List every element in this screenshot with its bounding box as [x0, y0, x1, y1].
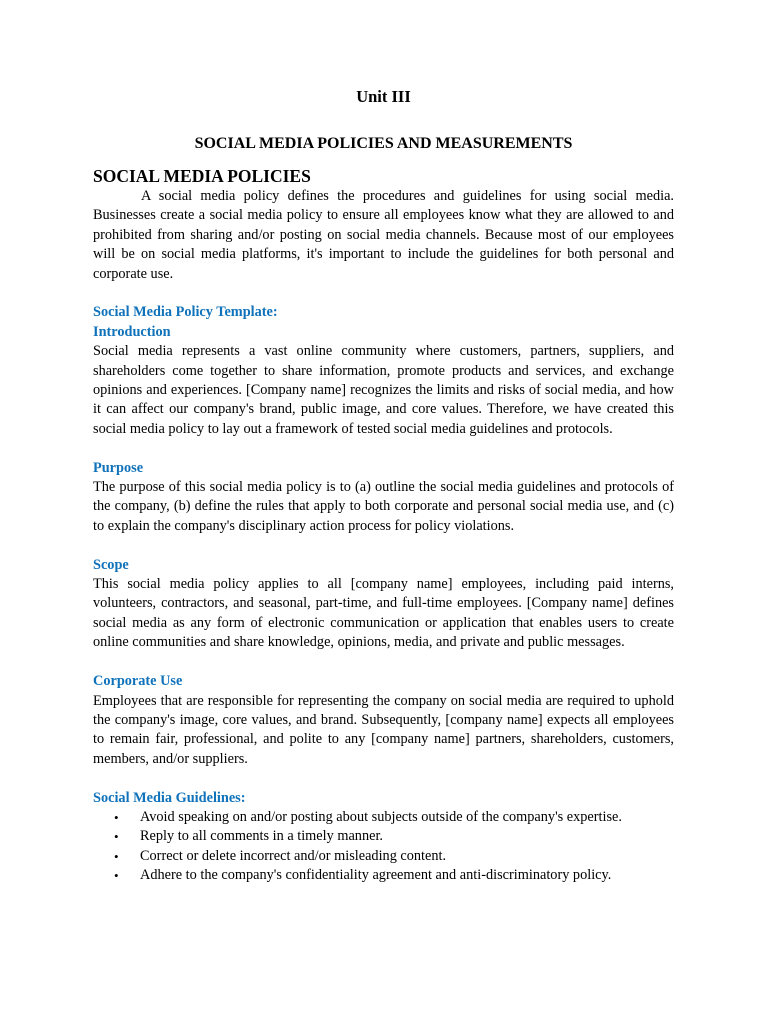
- spacer: [93, 536, 674, 555]
- bullet-icon: •: [114, 809, 119, 825]
- bullet-icon: •: [114, 848, 119, 864]
- scope-heading: Scope: [93, 556, 129, 573]
- corporate-use-text: Employees that are responsible for representing the company on social media are required to uphold the company's image, core values, and brand. Subsequently, [company name] expects all employees to remain fair, professional, and polite to any [company name] partners, shareholders, customers, members, and/or suppliers.: [93, 692, 674, 767]
- document-page: [93, 86, 674, 886]
- list-item-text: Adhere to the company's confidentiality agreement and anti-discriminatory policy.: [140, 867, 612, 884]
- list-item-text: Avoid speaking on and/or posting about subjects outside of the company's expertise.: [140, 808, 622, 825]
- main-title: SOCIAL MEDIA POLICIES AND MEASUREMENTS: [194, 135, 573, 152]
- unit-title: Unit III: [356, 87, 411, 106]
- introduction-heading: Introduction: [93, 323, 171, 340]
- purpose-heading: Purpose: [93, 459, 144, 476]
- corporate-use-heading: Corporate Use: [93, 673, 183, 690]
- guidelines-heading: Social Media Guidelines:: [93, 789, 246, 806]
- list-item-text: Reply to all comments in a timely manner.: [140, 828, 383, 845]
- section-title: SOCIAL MEDIA POLICIES: [93, 166, 311, 186]
- template-heading: Social Media Policy Template:: [93, 304, 278, 321]
- list-item: [93, 847, 674, 866]
- spacer: [93, 653, 674, 672]
- list-item: [93, 827, 674, 846]
- intro-paragraph: A social media policy defines the procedures and guidelines for using social media. Businesses create a social media policy to ensure all employees know what they are allowed to and prohibited from sharing and/or posting on social media channels. Because most of our employees will be on social media platforms, it's important to include the guidelines for both personal and corporate use.: [93, 188, 674, 282]
- bullet-icon: •: [114, 868, 119, 884]
- list-item: [93, 808, 674, 827]
- list-item: [93, 866, 674, 885]
- guidelines-list: [93, 808, 674, 886]
- purpose-text: The purpose of this social media policy is to (a) outline the social media guidelines and protocols of the company, (b) define the rules that apply to both corporate and personal social media use, and (c) to explain the company's disciplinary action process for policy violations.: [93, 479, 674, 534]
- spacer: [93, 284, 674, 303]
- spacer: [93, 439, 674, 458]
- list-item-text: Correct or delete incorrect and/or misleading content.: [140, 847, 447, 864]
- spacer: [93, 769, 674, 788]
- scope-text: This social media policy applies to all [company name] employees, including paid interns, volunteers, contractors, and seasonal, part-time, and full-time employees. [Company name] defines social media as any form of electronic communication or application that enables users to create online communities and share knowledge, opinions, media, and private and public messages.: [93, 576, 674, 651]
- introduction-text: Social media represents a vast online community where customers, partners, suppliers, and shareholders come together to share information, promote products and services, and exchange opinions and experiences. [Company name] recognizes the limits and risks of social media, and how it can affect our company's brand, public image, and core values. Therefore, we have created this social media policy to lay out a framework of tested social media guidelines and protocols.: [93, 343, 674, 437]
- bullet-icon: •: [114, 829, 119, 845]
